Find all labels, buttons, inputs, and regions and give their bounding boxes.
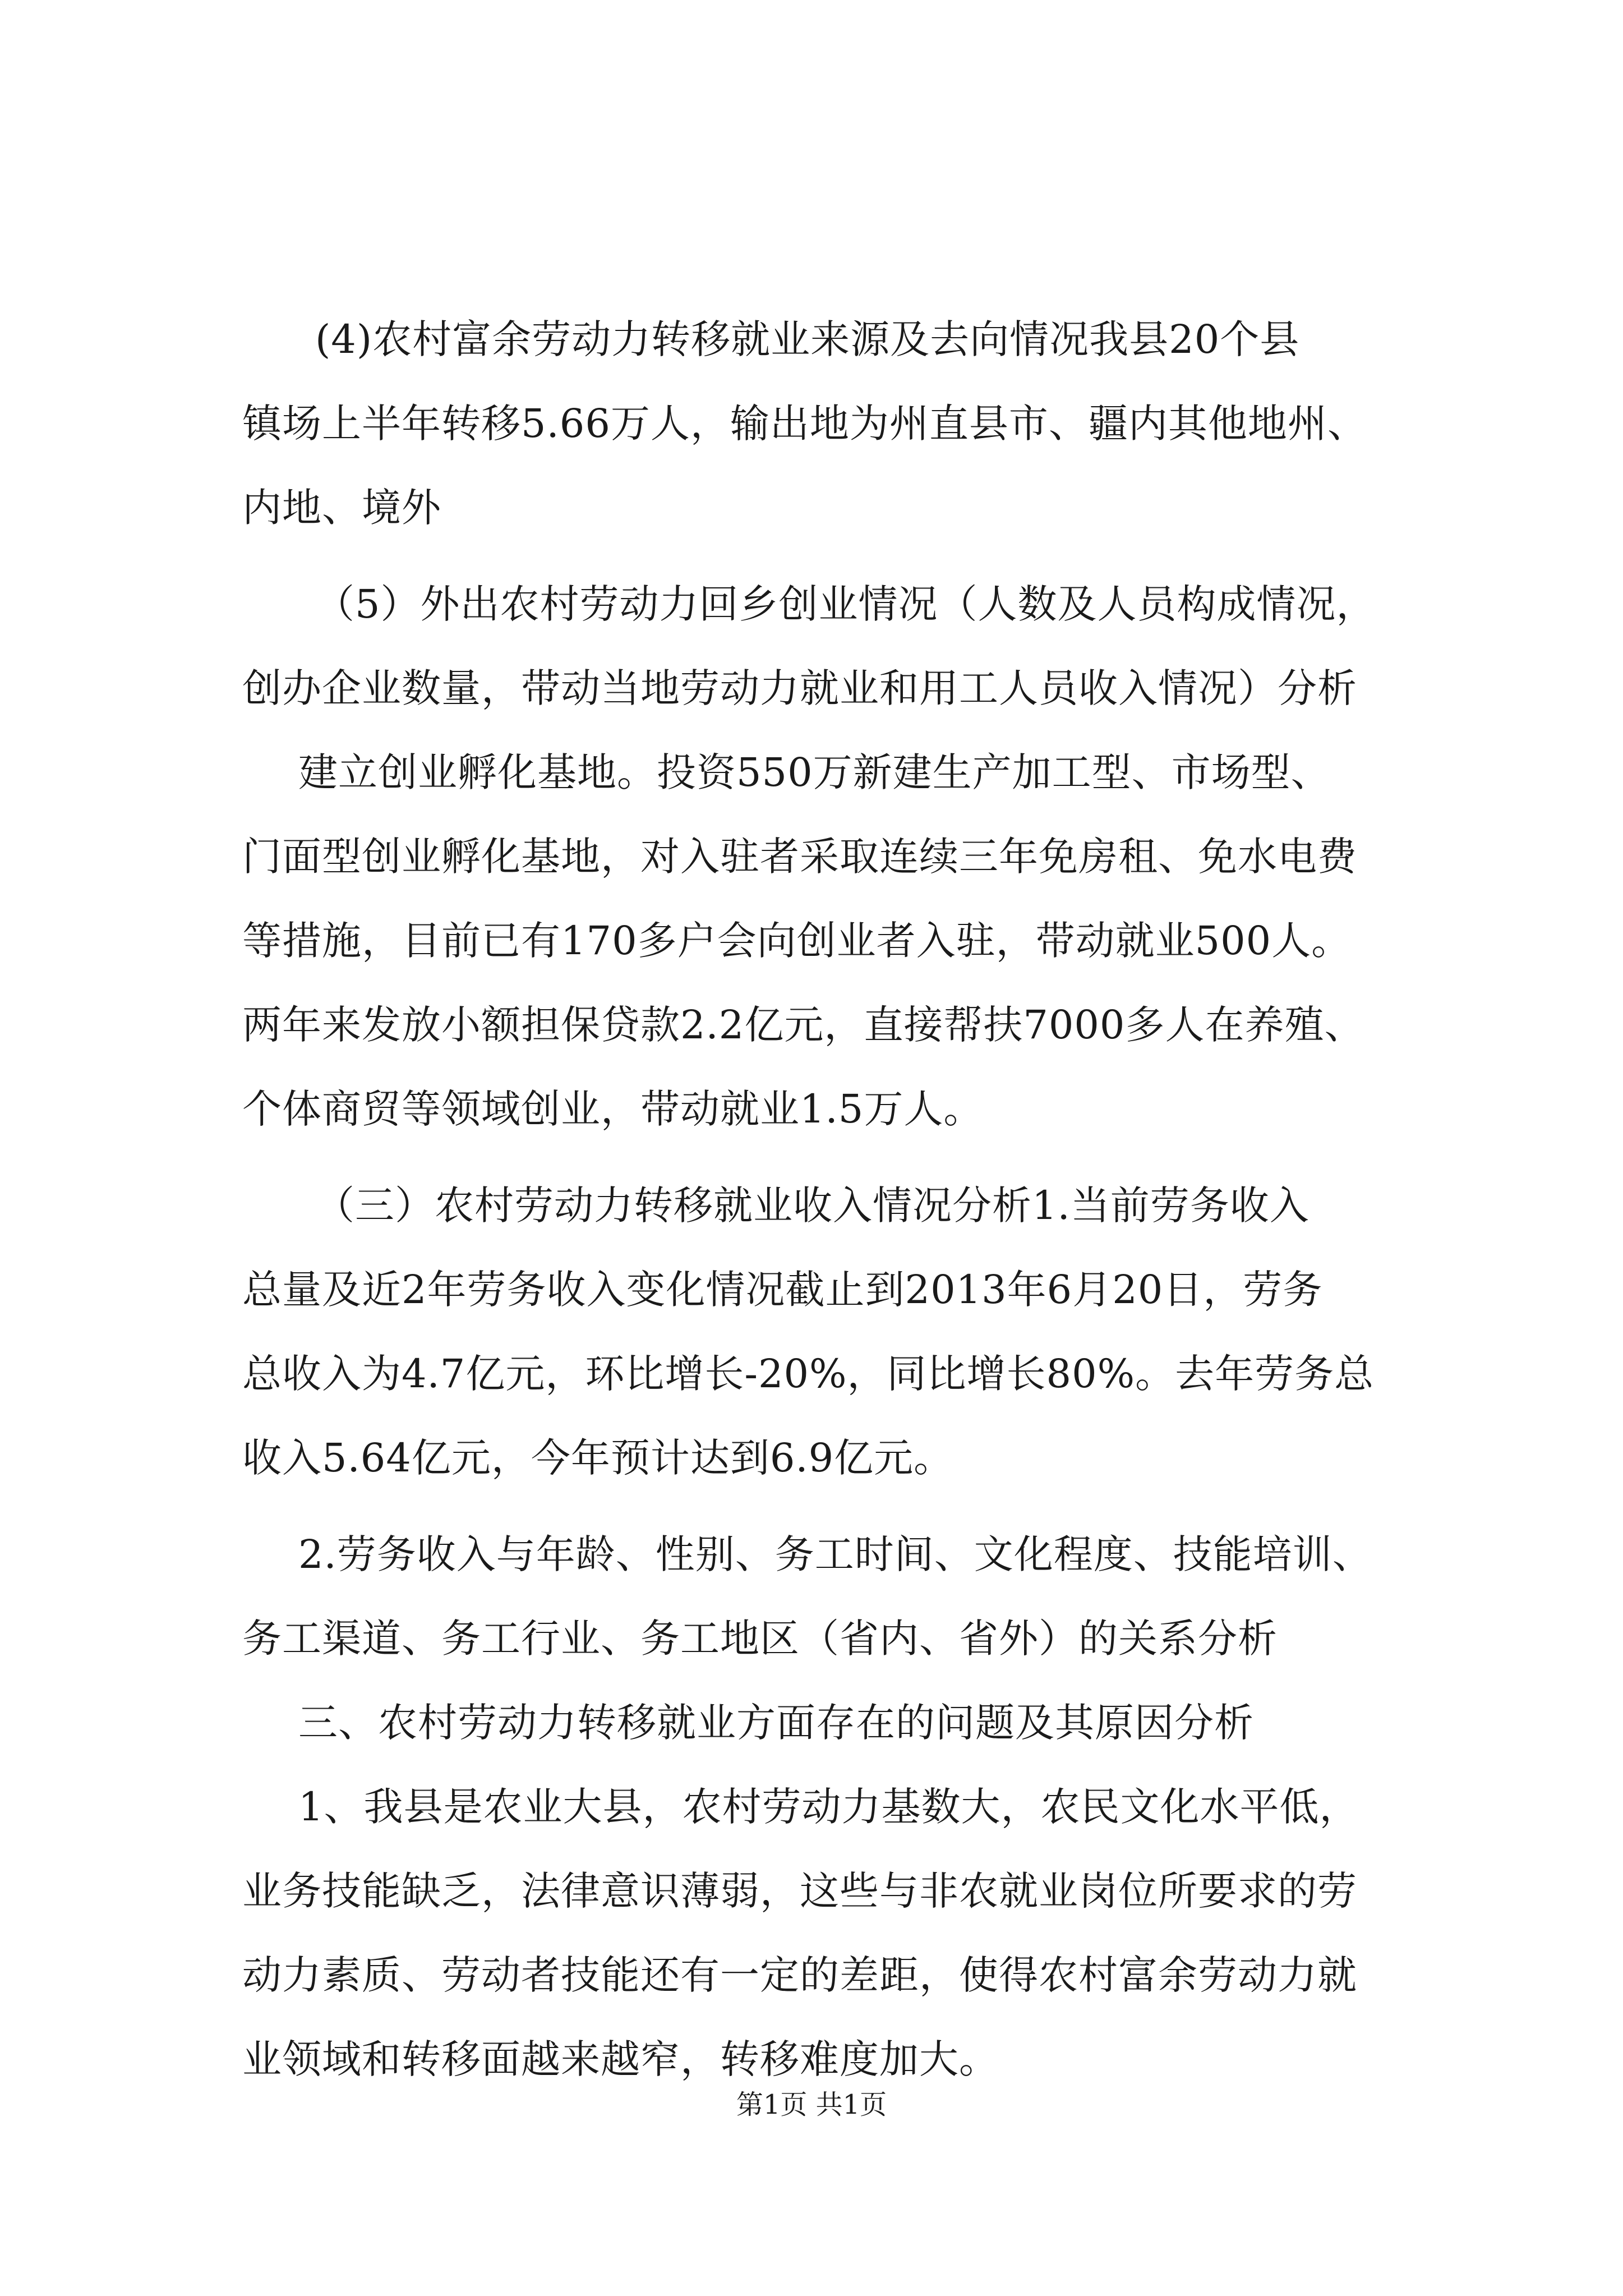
paragraph-income-relations	[242, 1512, 1420, 1681]
text-line: 总收入为4.7亿元，环比增长-20%，同比增长80%。去年劳务总	[242, 1351, 1375, 1397]
text-line: 业务技能缺乏，法律意识薄弱，这些与非农就业岗位所要求的劳	[242, 1868, 1357, 1914]
paragraph-income-analysis	[242, 1163, 1420, 1500]
paragraph-incubation-base	[242, 730, 1420, 1151]
text-line: （5）外出农村劳动力回乡创业情况（人数及人员构成情况，	[315, 581, 1376, 627]
text-line: 1、我县是农业大县，农村劳动力基数大，农民文化水平低，	[298, 1784, 1359, 1830]
text-line: 动力素质、劳动者技能还有一定的差距，使得农村富余劳动力就	[242, 1952, 1357, 1998]
text-line: 创办企业数量，带动当地劳动力就业和用工人员收入情况）分析	[242, 665, 1357, 711]
text-line: (4)农村富余劳动力转移就业来源及去向情况我县20个县	[315, 316, 1300, 362]
document-body	[242, 297, 1420, 2101]
text-line: 两年来发放小额担保贷款2.2亿元，直接帮扶7000多人在养殖、	[242, 1002, 1364, 1048]
paragraph-return-entrepreneurship	[242, 562, 1420, 730]
text-line: 门面型创业孵化基地，对入驻者采取连续三年免房租、免水电费	[242, 834, 1357, 880]
text-line: 个体商贸等领域创业，带动就业1.5万人。	[242, 1086, 984, 1132]
text-line: （三）农村劳动力转移就业收入情况分析1.当前劳务收入	[315, 1182, 1310, 1228]
text-line: 业领域和转移面越来越窄，转移难度加大。	[242, 2036, 999, 2082]
text-line: 建立创业孵化基地。投资550万新建生产加工型、市场型、	[298, 749, 1331, 795]
text-line: 2.劳务收入与年龄、性别、务工时间、文化程度、技能培训、	[298, 1531, 1372, 1577]
text-line: 镇场上半年转移5.66万人，输出地为州直县市、疆内其他地州、	[242, 401, 1367, 447]
text-line: 内地、境外	[242, 485, 441, 531]
paragraph-labor-source	[242, 297, 1420, 550]
page-number-footer: 第1页 共1页	[736, 2089, 887, 2120]
text-line: 总量及近2年劳务收入变化情况截止到2013年6月20日，劳务	[242, 1267, 1323, 1313]
text-line: 收入5.64亿元，今年预计达到6.9亿元。	[242, 1435, 954, 1481]
text-line: 等措施，目前已有170多户会向创业者入驻，带动就业500人。	[242, 918, 1352, 964]
paragraph-problem-1	[242, 1765, 1420, 2101]
section-heading: 三、农村劳动力转移就业方面存在的问题及其原因分析	[298, 1700, 1254, 1746]
section-heading-problems	[242, 1681, 1420, 1765]
text-line: 务工渠道、务工行业、务工地区（省内、省外）的关系分析	[242, 1616, 1278, 1662]
